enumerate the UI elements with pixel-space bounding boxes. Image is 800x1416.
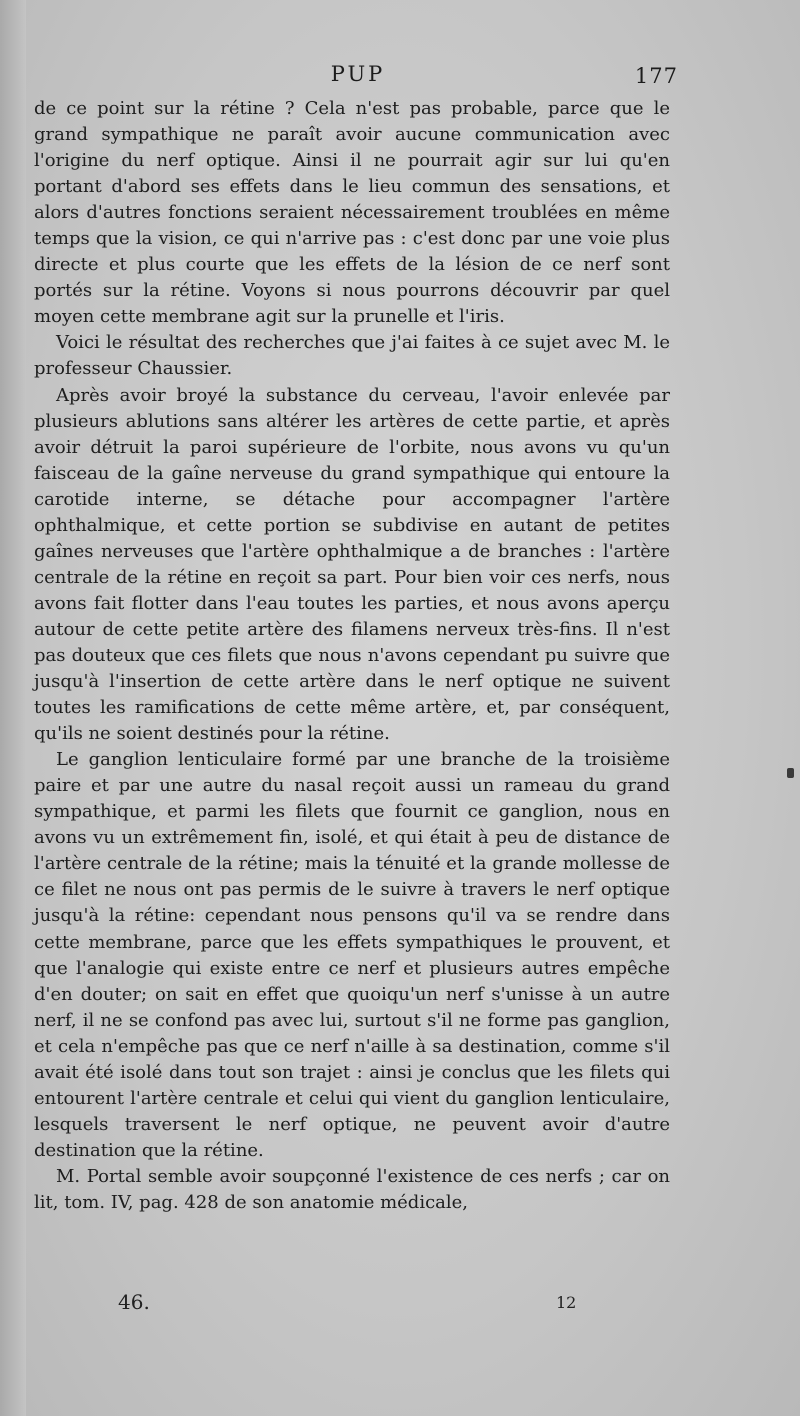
- running-head: PUP: [330, 62, 386, 86]
- paragraph-chaussier: Voici le résultat des recherches que j'ai faites à ce sujet avec M. le professeur Chaussier.: [34, 332, 670, 380]
- paragraph-dissection: Après avoir broyé la substance du cerveau, l'avoir enlevée par plusieurs ablutions sans altérer les artères de cette partie, et après avoir détruit la paroi supérieure de l'orbite, nous avons vu qu'un faisceau de la gaîne nerveuse du grand sympathique qui entoure la carotide interne, se détache pour accompagner l'artère ophthalmique, et cette portion se subdivise en autant de petites gaînes nerveuses que l'artère ophthalmique a de branches : l'artère centrale de la rétine en reçoit sa part. Pour bien voir ces nerfs, nous avons fait flotter dans l'eau toutes les parties, et nous avons aperçu autour de cette petite artère des filamens nerveux très-fins. Il n'est pas douteux que ces filets que nous n'avons cependant pu suivre que jusqu'à l'insertion de cette artère dans le nerf optique ne suivent toutes les ramifications de cette même artère, et, par conséquent, qu'ils ne soient destinés pour la rétine.: [34, 384, 670, 745]
- signature-number: 46.: [118, 1290, 150, 1314]
- paragraph-ganglion: Le ganglion lenticulaire formé par une branche de la troisième paire et par une autre du nasal reçoit aussi un rameau du grand sympathique, et parmi les filets que fournit ce ganglion, nous en avons vu un extrêmement fin, isolé, et qui était à peu de distance de l'artère centrale de la rétine; mais la ténuité et la grande mollesse de ce filet ne nous ont pas permis de le suivre à travers le nerf optique jusqu'à la rétine: cependant nous pensons qu'il va se rendre dans cette membrane, parce que les effets sympathiques le prouvent, et que l'analogie qui existe entre ce nerf et plusieurs autres empêche d'en douter; on sait en effet que quoiqu'un nerf s'unisse à un autre nerf, il ne se confond pas avec lui, surtout s'il ne forme pas ganglion, et cela n'empêche pas que ce nerf n'aille à sa destination, comme s'il avait été isolé dans tout son trajet : ainsi je conclus que les filets qui entourent l'artère centrale et celui qui vient du ganglion lenticulaire, lesquels traversent le nerf optique, ne peuvent avoir d'autre destination que la rétine.: [34, 749, 670, 1161]
- paragraph-continued: de ce point sur la rétine ? Cela n'est pas probable, parce que le grand sympathique ne paraît avoir aucune communication avec l'origine du nerf optique. Ainsi il ne pourrait agir sur lui qu'en portant d'abord ses effets dans le lieu commun des sensations, et alors d'autres fonctions seraient nécessairement troublées en même temps que la vision, ce qui n'arrive pas : c'est donc par une voie plus directe et plus courte que les effets de la lésion de ce nerf sont portés sur la rétine. Voyons si nous pourrons découvrir par quel moyen cette membrane agit sur la prunelle et l'iris.: [34, 98, 670, 328]
- page-number: 177: [634, 64, 678, 88]
- page-gutter-shadow: [0, 0, 26, 1416]
- body-text: [34, 96, 670, 1216]
- page-footer: [34, 1290, 670, 1320]
- ink-speck: [787, 768, 794, 778]
- page-header: [34, 62, 682, 92]
- paragraph-portal: M. Portal semble avoir soupçonné l'existence de ces nerfs ; car on lit, tom. IV, pag. 428 de son anatomie médicale,: [34, 1165, 670, 1213]
- gathering-mark: 12: [556, 1293, 577, 1312]
